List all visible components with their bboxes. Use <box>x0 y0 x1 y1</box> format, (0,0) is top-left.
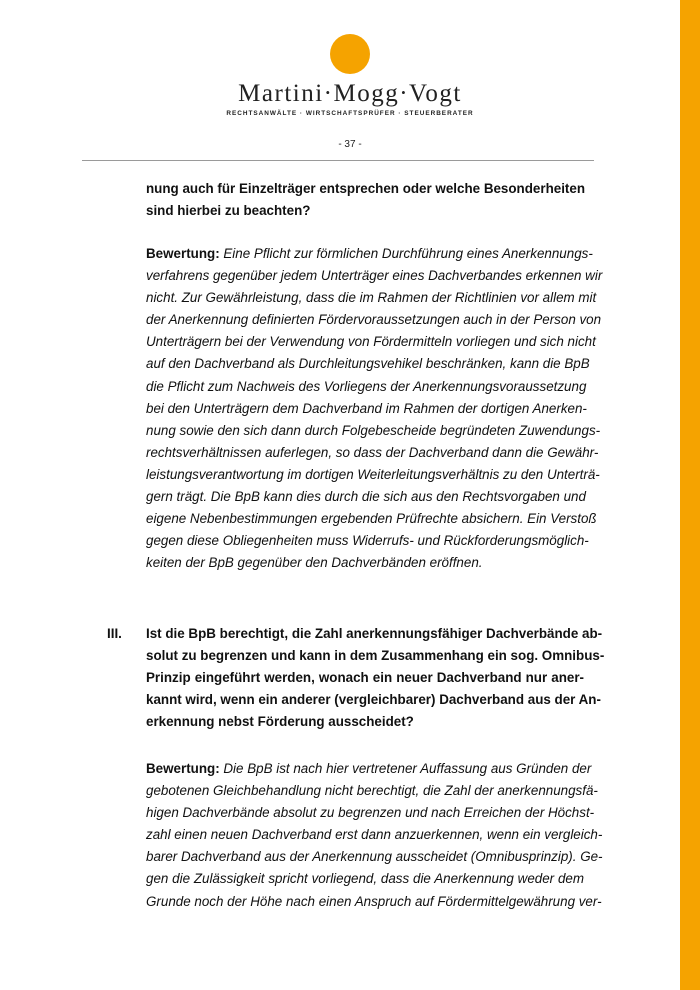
text-line: higen Dachverbände absolut zu begrenzen und nach Erreichen der Höchst- <box>146 805 595 821</box>
text-line: gegen diese Obliegenheiten muss Widerrufs- und Rückforderungsmöglich- <box>146 533 589 549</box>
text-line: die Pflicht zum Nachweis des Vorliegens der Anerkennungsvoraussetzung <box>146 378 587 394</box>
firm-logo-icon <box>330 34 370 74</box>
header-divider <box>82 160 594 161</box>
text-line: verfahrens gegenüber jedem Unterträger eines Dachverbandes erkennen wir <box>146 268 603 284</box>
assessment-paragraph-2 <box>146 758 603 913</box>
section-question <box>146 623 605 733</box>
assessment-label: Bewertung: <box>146 246 220 261</box>
text-line: gern trägt. Die BpB kann dies durch die sich aus den Rechtsvorgaben und <box>146 489 586 505</box>
section-number: III. <box>107 626 122 641</box>
page-edge-accent-bar <box>680 0 700 990</box>
text-line: rechtsverhältnissen auferlegen, so dass der Dachverband dann die Gewähr- <box>146 444 599 460</box>
assessment-text: Eine Pflicht zur förmlichen Durchführung eines Anerkennungs- <box>219 246 593 261</box>
assessment-paragraph-1 <box>146 243 603 574</box>
assessment-text: Die BpB ist nach hier vertretener Auffassung aus Gründen der <box>219 761 592 776</box>
page-number: - 37 - <box>338 139 362 150</box>
text-line: zahl einen neuen Dachverband erst dann anzuerkennen, wenn ein vergleich- <box>146 827 603 843</box>
text-line: barer Dachverband aus der Anerkennung ausscheidet (Omnibusprinzip). Ge- <box>146 849 603 865</box>
text-line: Prinzip eingeführt werden, wonach ein neuer Dachverband nur aner- <box>146 670 584 686</box>
text-line <box>146 243 593 265</box>
text-line: nung sowie den sich dann durch Folgebescheide begründeten Zuwendungs- <box>146 422 601 438</box>
text-line: der Anerkennung definierten Fördervoraussetzungen auch in der Person von <box>146 312 602 328</box>
text-line: solut zu begrenzen und kann in dem Zusammenhang ein sog. Omnibus- <box>146 648 605 664</box>
text-line: nung auch für Einzelträger entsprechen oder welche Besonderheiten <box>146 181 586 196</box>
text-line: nicht. Zur Gewährleistung, dass die im Rahmen der Richtlinien vor allem mit <box>146 290 597 306</box>
text-line: leistungsverantwortung im dortigen Weiterleitungsverhältnis zu den Unterträ- <box>146 466 600 482</box>
firm-name: Martini·Mogg·Vogt <box>238 80 462 107</box>
text-line: auf den Dachverband als Durchleitungsvehikel beschränken, kann die BpB <box>146 356 590 372</box>
text-line <box>146 758 592 780</box>
text-line: keiten der BpB gegenüber den Dachverbänden eröffnen. <box>146 555 483 571</box>
text-line: eigene Nebenbestimmungen ergebenden Prüfrechte absichern. Ein Verstoß <box>146 511 597 527</box>
text-line: gen die Zulässigkeit spricht vorliegend, dass die Anerkennung weder dem <box>146 871 584 887</box>
text-line: gebotenen Gleichbehandlung nicht berechtigt, die Zahl der anerkennungsfä- <box>146 783 598 799</box>
continuation-question <box>146 178 584 222</box>
text-line: erkennung nebst Förderung ausscheidet? <box>146 714 414 730</box>
text-line: Ist die BpB berechtigt, die Zahl anerkennungsfähiger Dachverbände ab- <box>146 626 603 641</box>
firm-subtitle: RECHTSANWÄLTE · WIRTSCHAFTSPRÜFER · STEUERBERATER <box>226 110 474 117</box>
text-line: Grunde noch der Höhe nach einen Anspruch auf Fördermittelgewährung ver- <box>146 893 602 909</box>
text-line: kannt wird, wenn ein anderer (vergleichbarer) Dachverband aus der An- <box>146 692 601 708</box>
assessment-label: Bewertung: <box>146 761 220 776</box>
text-line: bei den Unterträgern dem Dachverband im Rahmen der dortigen Anerken- <box>146 400 587 416</box>
text-line: Unterträgern bei der Verwendung von Fördermitteln vorliegen und sich nicht <box>146 334 596 350</box>
text-line: sind hierbei zu beachten? <box>146 203 311 219</box>
